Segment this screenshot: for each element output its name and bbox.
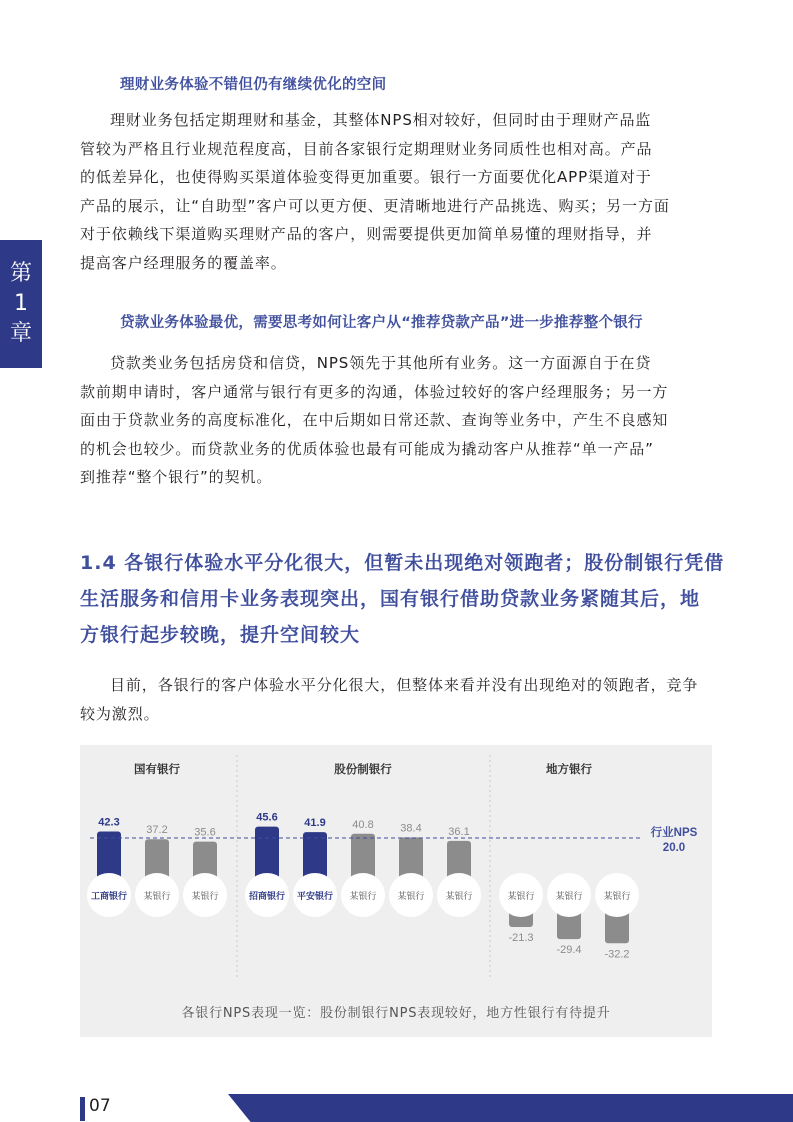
paragraph-line: 款前期申请时，客户通常与银行有更多的沟通，体验过较好的客户经理服务；另一方 [80, 382, 669, 401]
nps-value-label: 35.6 [194, 826, 216, 839]
paragraph-line: 贷款类业务包括房贷和信贷，NPS领先于其他所有业务。这一方面源自于在贷 [110, 354, 652, 372]
paragraph-line: 对于依赖线下渠道购买理财产品的客户，则需要提供更加简单易懂的理财指导，并 [80, 225, 653, 243]
nps-value-label: -21.3 [508, 931, 534, 944]
paragraph-line: 面由于贷款业务的高度标准化，在中后期如日常还款、查询等业务中，产生不良感知 [80, 411, 669, 429]
paragraph-line: 到推荐“整个银行”的契机。 [80, 468, 273, 486]
chapter-tab-char: 章 [9, 321, 32, 346]
chapter-tab-char: 第 [9, 261, 32, 286]
paragraph-line: 理财业务包括定期理财和基金，其整体NPS相对较好，但同时由于理财产品监 [110, 111, 652, 129]
bank-label: 某银行 [507, 891, 535, 901]
bank-label: 某银行 [397, 891, 425, 901]
paragraph-line: 提高客户经理服务的覆盖率。 [80, 253, 287, 272]
nps-value-label: 37.2 [146, 824, 168, 837]
loan-subheading: 贷款业务体验最优，需要思考如何让客户从“推荐贷款产品”进一步推荐整个银行 [120, 315, 643, 331]
paragraph-line: 的低差异化，也使得购买渠道体验变得更加重要。银行一方面要优化APP渠道对于 [80, 168, 652, 186]
group-title: 股份制银行 [334, 764, 392, 776]
nps-chart [80, 745, 712, 1037]
paragraph-line: 管较为严格且行业规范程度高，目前各家银行定期理财业务同质性也相对高。产品 [80, 139, 653, 158]
intro-paragraph [80, 671, 720, 728]
nps-value-label: 38.4 [400, 822, 422, 835]
section-heading-line: 1.4 各银行体验水平分化很大，但暂未出现绝对领跑者；股份制银行凭借 [80, 552, 725, 574]
section-heading-line: 生活服务和信用卡业务表现突出，国有银行借助贷款业务紧随其后，地 [80, 588, 701, 610]
nps-value-label: 45.6 [256, 811, 278, 824]
page-number: 07 [89, 1096, 111, 1116]
bank-label: 某银行 [445, 891, 473, 901]
group-title: 国有银行 [134, 764, 180, 776]
paragraph-line: 产品的展示，让“自助型”客户可以更方便、更清晰地进行产品挑选、购买；另一方面 [80, 196, 670, 215]
chapter-tab-char: 1 [14, 291, 28, 316]
bank-label: 某银行 [349, 891, 377, 901]
page-marker [80, 1097, 85, 1121]
nps-value-label: -32.2 [604, 948, 630, 961]
nps-value-label: -29.4 [556, 944, 582, 957]
chart-caption: 各银行NPS表现一览：股份制银行NPS表现较好，地方性银行有待提升 [181, 1006, 611, 1021]
bank-label: 某银行 [191, 891, 219, 901]
paragraph-line: 较为激烈。 [80, 704, 160, 723]
bank-label: 某银行 [555, 891, 583, 901]
nps-value-label: 40.8 [352, 818, 374, 831]
industry-nps-label: 行业NPS [650, 827, 698, 839]
group-title: 地方银行 [546, 764, 592, 776]
nps-value-label: 41.9 [304, 817, 326, 830]
paragraph-line: 目前，各银行的客户体验水平分化很大，但整体来看并没有出现绝对的领跑者，竞争 [110, 676, 699, 694]
section-heading [80, 545, 740, 653]
footer-band [228, 1094, 793, 1122]
chapter-tab [0, 240, 42, 368]
bank-label: 某银行 [603, 891, 631, 901]
loan-paragraph [80, 349, 720, 492]
nps-value-label: 36.1 [448, 825, 470, 838]
bank-label: 招商银行 [248, 891, 286, 901]
wealth-subheading: 理财业务体验不错但仍有继续优化的空间 [120, 77, 387, 93]
industry-nps-value: 20.0 [662, 842, 686, 854]
wealth-paragraph [80, 106, 720, 277]
bank-label: 某银行 [143, 891, 171, 901]
section-heading-line: 方银行起步较晚，提升空间较大 [80, 624, 361, 646]
bank-label: 平安银行 [296, 891, 334, 901]
paragraph-line: 的机会也较少。而贷款业务的优质体验也最有可能成为撬动客户从推荐“单一产品” [80, 439, 654, 458]
bank-label: 工商银行 [90, 891, 128, 901]
nps-value-label: 42.3 [98, 816, 120, 829]
nps-chart-svg [80, 745, 712, 995]
